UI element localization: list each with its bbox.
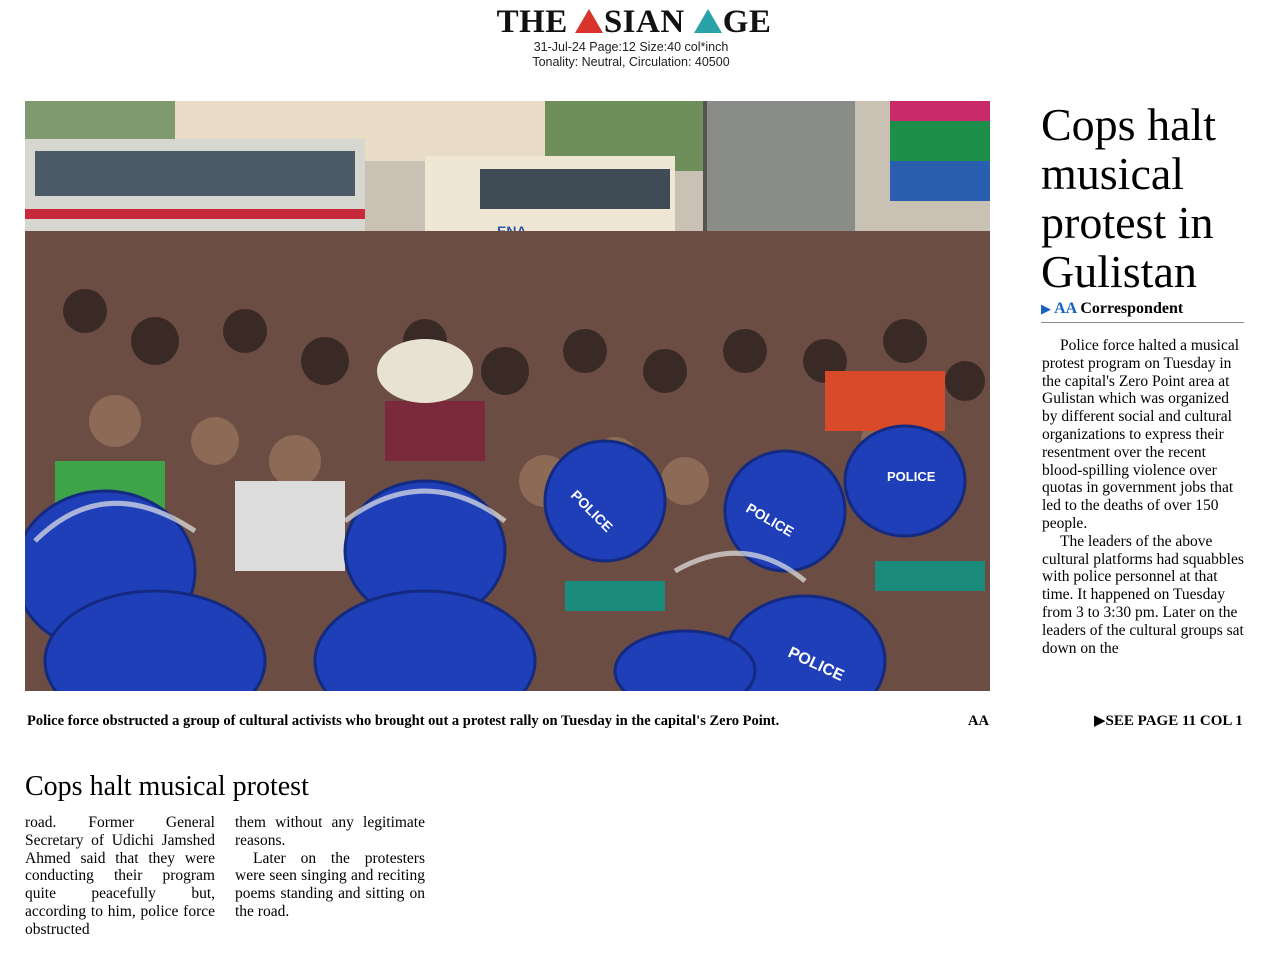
photo-caption bbox=[27, 712, 989, 730]
logo-word-sian: SIAN bbox=[603, 4, 685, 40]
jump-arrow-icon: ▶ bbox=[1094, 713, 1106, 729]
police-helmet-text-2: POLICE bbox=[743, 499, 797, 540]
logo-word-the: THE bbox=[496, 4, 568, 40]
police-helmet-text-3: POLICE bbox=[887, 469, 936, 484]
continuation-col1-text: road. Former General Secretary of Udichi Jamshed Ahmed said that they were conducting their program quite peacefully but, according to him, police force obstructed bbox=[25, 814, 215, 938]
byline-agency: AA bbox=[1054, 300, 1077, 317]
continuation-col2-text-2: Later on the protesters were seen singing and reciting poems standing and sitting on the road. bbox=[235, 849, 425, 920]
play-arrow-icon: ▶ bbox=[1041, 301, 1051, 316]
protest-photo-illustration bbox=[25, 101, 990, 691]
byline-role: Correspondent bbox=[1080, 300, 1184, 317]
caption-credit: AA bbox=[968, 713, 989, 729]
article-paragraph-1: Police force halted a musical protest program on Tuesday in the capital's Zero Point area at Gulistan which was organized by different social and cultural organizations to express their resentment over the recent blood-spilling violence over quotas in government jobs that led to the deaths of over 150 people. bbox=[1042, 337, 1240, 532]
byline bbox=[1041, 299, 1244, 323]
article-paragraph-2: The leaders of the above cultural platforms had squabbles with police personnel at that time. It happened on Tuesday from 3 to 3:30 pm. Later on the leaders of the cultural groups sat down on the bbox=[1042, 532, 1244, 657]
continuation-column-2 bbox=[235, 814, 425, 921]
see-page-jump bbox=[1094, 712, 1246, 730]
continuation-headline: Cops halt musical protest bbox=[25, 771, 309, 802]
police-helmet-text-4: POLICE bbox=[785, 644, 847, 685]
newspaper-logo bbox=[491, 4, 772, 40]
caption-text: Police force obstructed a group of cultural activists who brought out a protest rally on Tuesday in the capital's Zero Point. bbox=[27, 713, 780, 729]
article-body bbox=[1042, 337, 1244, 657]
continuation-column-1 bbox=[25, 814, 215, 939]
clipping-meta-line-2: Tonality: Neutral, Circulation: 40500 bbox=[532, 55, 730, 69]
news-photo bbox=[25, 101, 990, 691]
masthead bbox=[0, 4, 1262, 70]
clipping-meta-line-1: 31-Jul-24 Page:12 Size:40 col*inch bbox=[533, 40, 729, 54]
continuation-col2-text-1: them without any legitimate reasons. bbox=[235, 814, 425, 849]
article-headline: Cops halt musical protest in Gulistan bbox=[1041, 99, 1217, 297]
logo-word-ge: GE bbox=[722, 4, 772, 40]
see-page-text: SEE PAGE 11 COL 1 bbox=[1105, 713, 1243, 729]
logo-triangle-a-icon bbox=[575, 9, 603, 33]
logo-triangle-age-icon bbox=[694, 9, 722, 33]
police-helmet-text-1: POLICE bbox=[567, 486, 617, 535]
